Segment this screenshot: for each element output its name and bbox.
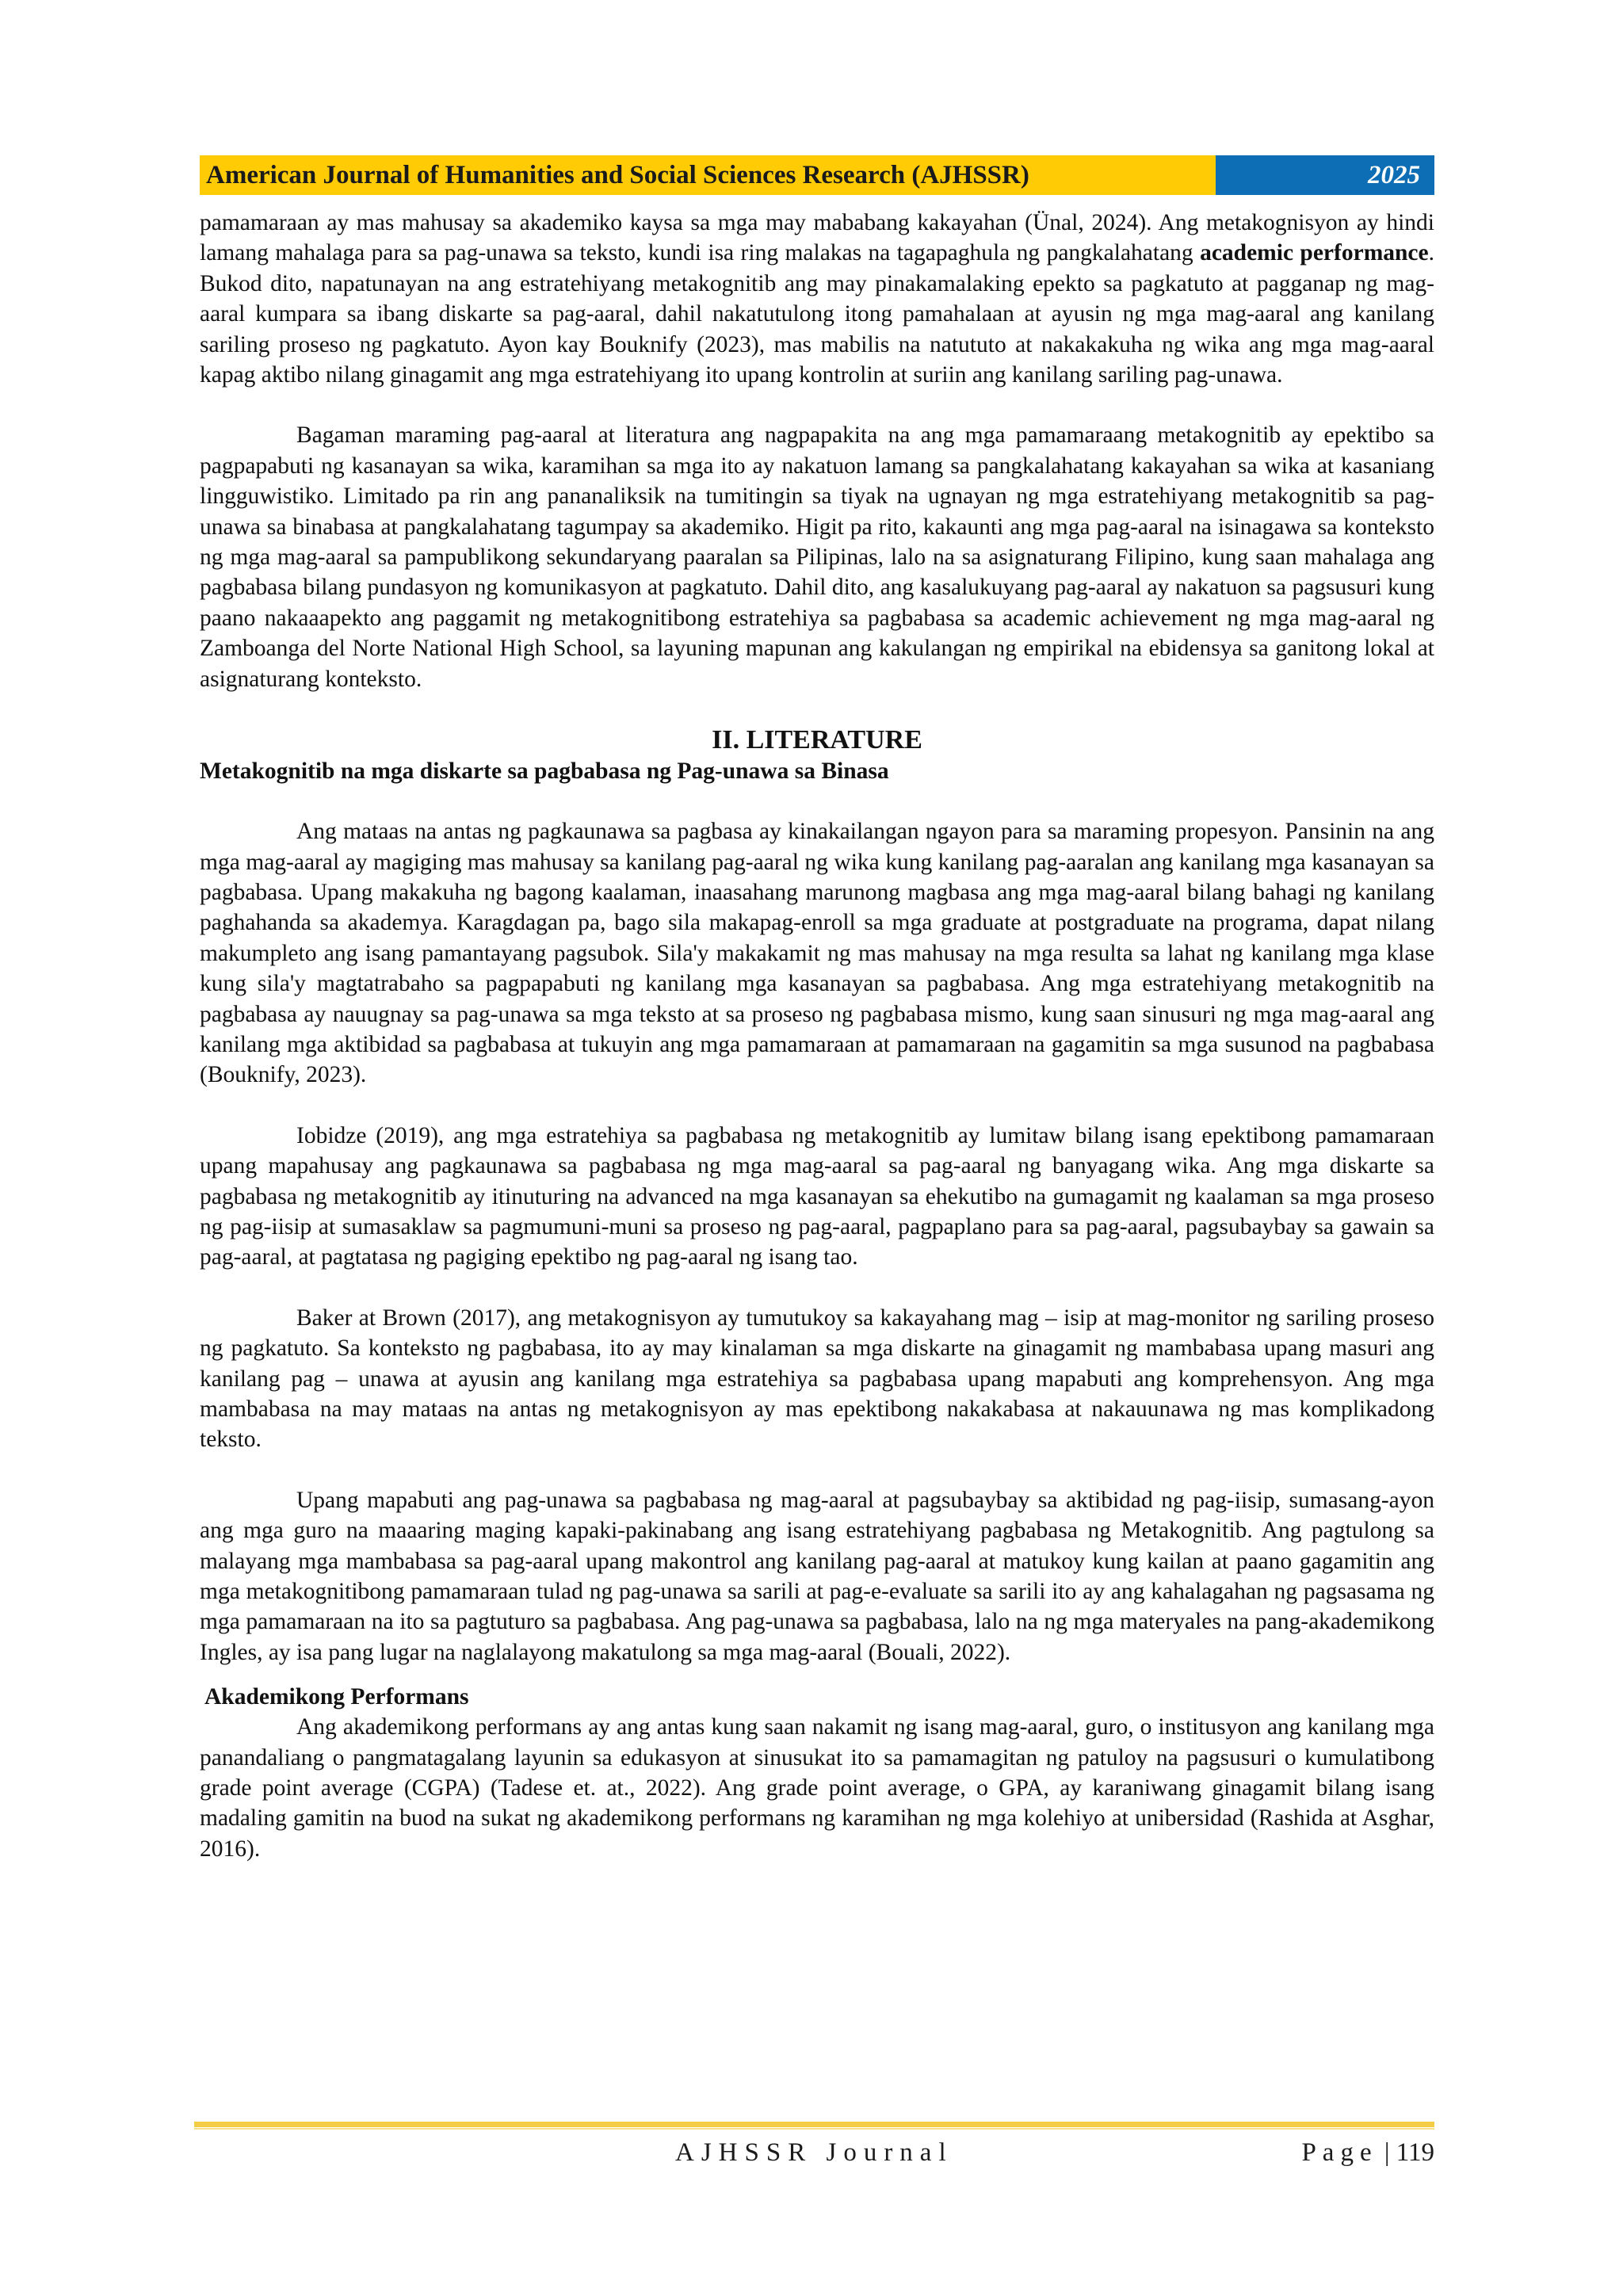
journal-year: 2025: [1216, 155, 1434, 195]
footer-page-label: Page: [1301, 2138, 1378, 2167]
paragraph-1-text-b: . Bukod dito, napatunayan na ang estratehiyang metakognitib ang may pinakamalaking epekto sa pagkatuto at pagganap ng mag-aaral kumpara sa ibang diskarte sa pag-aaral, dahil nakatutulong itong pamahalaan at ayusin ng mga mag-aaral ang kanilang sariling proseso ng pagkatuto. Ayon kay Bouknify (2023), mas mabilis na natututo at nakakakuha ng wika ang mga mag-aaral kapag aktibo nilang ginagamit ang mga estratehiyang ito upang kontrolin at suriin ang kanilang sariling pag-unawa.: [200, 240, 1434, 388]
footer-page-number: [1301, 2138, 1434, 2168]
article-body: [200, 208, 1434, 1864]
footer-journal-name: AJHSSR Journal: [675, 2138, 953, 2167]
footer-divider: [194, 2122, 1434, 2127]
paragraph-6: Upang mapabuti ang pag-unawa sa pagbabasa ng mag-aaral at pagsubaybay sa aktibidad ng pag-iisip, sumasang-ayon ang mga guro na maaaring maging kapaki-pakinabang ang isang estratehiyang pagbabasa ng Metakognitib. Ang pagtulong sa malayang mga mambabasa sa pag-aaral upang makontrol ang kanilang pag-aaral at matukoy kung kailan at paano gagamitin ang mga metakognitibong pamamaraan tulad ng pag-unawa sa sarili at pag-e-evaluate sa sarili ito ay ang kahalagahan ng pagsasama ng mga pamamaraan na ito sa pagtuturo sa pagbabasa. Ang pag-unawa sa pagbabasa, lalo na ng mga materyales na pang-akademikong Ingles, ay isa pang lugar na naglalayong makatulong sa mga mag-aaral (Bouali, 2022).: [200, 1487, 1434, 1665]
paragraph-7: Ang akademikong performans ay ang antas kung saan nakamit ng isang mag-aaral, guro, o institusyon ang kanilang mga panandaliang o pangmatagalang layunin sa edukasyon at sinusukat ito sa pamamagitan ng patuloy na pagsusuri o kumulatibong grade point average (CGPA) (Tadese et. at., 2022). Ang grade point average, o GPA, ay karaniwang ginagamit bilang isang madaling gamitin na buod na sukat ng akademikong performans ng karamihan ng mga kolehiyo at unibersidad (Rashida at Asghar, 2016).: [200, 1714, 1434, 1862]
footer-divider-thin: [194, 2128, 1434, 2130]
subsection-title-2: Akademikong Performans: [204, 1684, 469, 1710]
paragraph-1-text-a: pamamaraan ay mas mahusay sa akademiko kaysa sa mga may mababang kakayahan (Ünal, 2024). Ang metakognisyon ay hindi lamang mahalaga para sa pag-unawa sa teksto, kundi isa ring malakas na tagapaghula ng pangkalahatang: [200, 210, 1434, 266]
paragraph-4: Iobidze (2019), ang mga estratehiya sa pagbabasa ng metakognitib ay lumitaw bilang isang epektibong pamamaraan upang mapahusay ang pagkaunawa sa pagbabasa ng mga mag-aaral sa pag-aaral ng banyagang wika. Ang mga diskarte sa pagbabasa ng metakognitib ay itinuturing na advanced na mga kasanayan sa ehekutibo na gumagamit ng kaalaman sa mga proseso ng pag-iisip at sumasaklaw sa pagmumuni-muni sa proseso ng pag-aaral, pagpaplano para sa pag-aaral, pagsubaybay sa gawain sa pag-aaral, at pagtatasa ng pagiging epektibo ng pag-aaral ng isang tao.: [200, 1122, 1434, 1270]
paragraph-3: Ang mataas na antas ng pagkaunawa sa pagbasa ay kinakailangan ngayon para sa maraming propesyon. Pansinin na ang mga mag-aaral ay magiging mas mahusay sa kanilang pag-aaral ng wika kung kanilang pag-aaralan ang kanilang mga kasanayan sa pagbabasa. Upang makakuha ng bagong kaalaman, inaasahang marunong magbasa ang mga mag-aaral bilang bahagi ng kanilang paghahanda sa akademya. Karagdagan pa, bago sila makapag-enroll sa mga graduate at postgraduate na programa, dapat nilang makumpleto ang isang pamantayang pagsubok. Sila'y makakamit ng mas mahusay na mga resulta sa lahat ng kanilang mga klase kung sila'y magtatrabaho sa pagpapabuti ng kanilang mga kasanayan sa pagbabasa. Ang mga estratehiyang metakognitib na pagbabasa ay nauugnay sa pag-unawa sa mga teksto at sa proseso ng pagbabasa mismo, kung saan sinusuri ng mga mag-aaral ang kanilang mga aktibidad sa pagbabasa at tukuyin ang mga pamamaraan at pamamaraan na gagamitin sa mga susunod na pagbabasa (Bouknify, 2023).: [200, 819, 1434, 1088]
section-title: II. LITERATURE: [712, 725, 922, 755]
subsection-title-1: Metakognitib na mga diskarte sa pagbabasa ng Pag-unawa sa Binasa: [200, 758, 889, 785]
footer-page-separator: |: [1377, 2138, 1396, 2167]
journal-header: [200, 155, 1434, 195]
paragraph-1-bold-term: academic performance: [1200, 240, 1429, 266]
footer-page-value: 119: [1396, 2138, 1434, 2167]
paragraph-5: Baker at Brown (2017), ang metakognisyon ay tumutukoy sa kakayahang mag – isip at mag-monitor ng sariling proseso ng pagkatuto. Sa konteksto ng pagbabasa, ito ay may kinalaman sa mga diskarte na ginagamit ng mambabasa upang masuri ang kanilang pag – unawa at ayusin ang kanilang mga estratehiya sa pagbabasa upang mapabuti ang komprehensyon. Ang mga mambabasa na may mataas na antas ng metakognisyon ay mas epektibong nakakabasa at nakauunawa ng mas komplikadong teksto.: [200, 1305, 1434, 1453]
paragraph-1: [200, 208, 1434, 390]
journal-title: American Journal of Humanities and Social Sciences Research (AJHSSR): [200, 155, 1216, 195]
paragraph-2: Bagaman maraming pag-aaral at literatura ang nagpapakita na ang mga pamamaraang metakognitib ay epektibo sa pagpapabuti ng kasanayan sa wika, karamihan sa mga ito ay nakatuon lamang sa pangkalahatang kakayahan sa wika at kasaniang lingguwistiko. Limitado pa rin ang pananaliksik na tumitingin sa tiyak na ugnayan ng mga estratehiyang metakognitib sa pag-unawa sa binabasa at pangkalahatang tagumpay sa akademiko. Higit pa rito, kakaunti ang mga pag-aaral na isinagawa sa konteksto ng mga mag-aaral sa pampublikong sekundaryang paaralan sa Pilipinas, lalo na sa asignaturang Filipino, kung saan mahalaga ang pagbabasa bilang pundasyon ng komunikasyon at pagkatuto. Dahil dito, ang kasalukuyang pag-aaral ay nakatuon sa pagsusuri kung paano nakaaapekto ang paggamit ng metakognitibong estratehiya sa pagbabasa sa academic achievement ng mga mag-aaral ng Zamboanga del Norte National High School, sa layuning mapunan ang kakulangan ng empirikal na ebidensya sa ganitong lokal at asignaturang konteksto.: [200, 422, 1434, 692]
